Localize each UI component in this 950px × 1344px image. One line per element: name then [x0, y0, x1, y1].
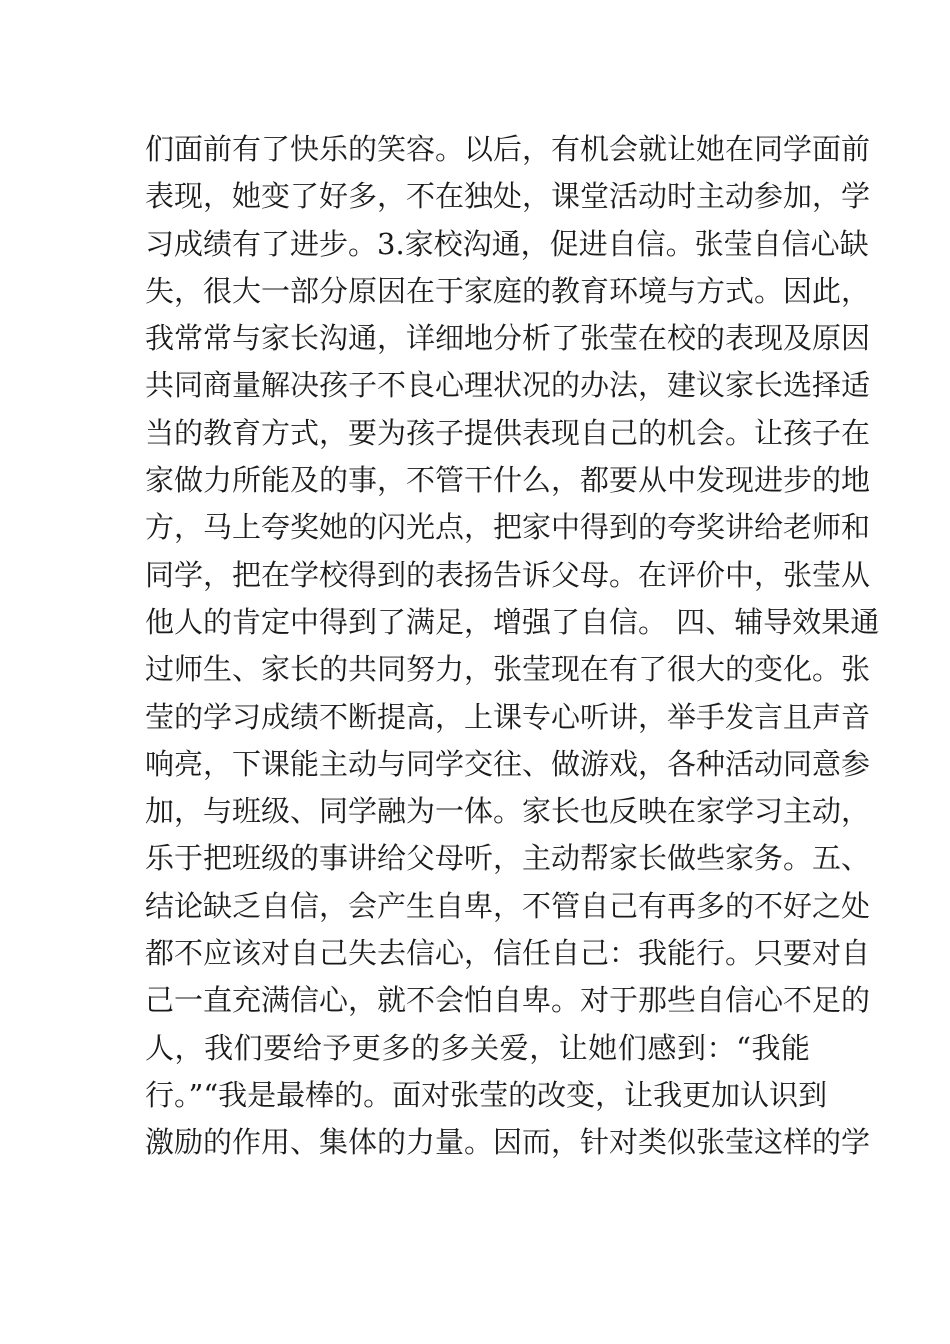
- text-line: 乐于把班级的事讲给父母听，主动帮家长做些家务。五、: [145, 841, 871, 876]
- text-line: 同学，把在学校得到的表扬告诉父母。在评价中，张莹从: [145, 557, 871, 592]
- text-line: 表现，她变了好多，不在独处，课堂活动时主动参加，学: [145, 179, 871, 214]
- text-line: 激励的作用、集体的力量。因而，针对类似张莹这样的学: [145, 1125, 871, 1160]
- text-line: 习成绩有了进步。3.家校沟通，促进自信。张莹自信心缺: [145, 226, 869, 261]
- text-line: 们面前有了快乐的笑容。以后，有机会就让她在同学面前: [145, 132, 871, 166]
- text-line: 当的教育方式，要为孩子提供表现自己的机会。让孩子在: [145, 415, 871, 450]
- text-line: 己一直充满信心，就不会怕自卑。对于那些自信心不足的: [145, 983, 871, 1018]
- text-line: 方，马上夸奖她的闪光点，把家中得到的夸奖讲给老师和: [145, 510, 871, 545]
- text-line: 加，与班级、同学融为一体。家长也反映在家学习主动，: [145, 794, 871, 829]
- text-line: 行。”“我是最棒的。面对张莹的改变，让我更加认识到: [145, 1077, 828, 1112]
- text-line: 家做力所能及的事，不管干什么，都要从中发现进步的地: [145, 463, 871, 498]
- text-line: 我常常与家长沟通，详细地分析了张莹在校的表现及原因: [145, 321, 871, 356]
- text-line: 失，很大一部分原因在于家庭的教育环境与方式。因此，: [145, 273, 871, 308]
- text-line: 共同商量解决孩子不良心理状况的办法，建议家长选择适: [145, 368, 871, 403]
- body-text: [145, 126, 880, 1167]
- text-line: 莹的学习成绩不断提高，上课专心听讲，举手发言且声音: [145, 699, 871, 734]
- text-line: 结论缺乏自信，会产生自卑，不管自己有再多的不好之处: [145, 888, 871, 923]
- text-line: 都不应该对自己失去信心，信任自己：我能行。只要对自: [145, 936, 871, 971]
- text-line: 他人的肯定中得到了满足，增强了自信。 四、辅导效果通: [145, 604, 880, 639]
- text-line: 人，我们要给予更多的多关爱，让她们感到：“我能: [145, 1030, 810, 1065]
- text-line: 响亮，下课能主动与同学交往、做游戏，各种活动同意参: [145, 746, 871, 781]
- text-line: 过师生、家长的共同努力，张莹现在有了很大的变化。张: [145, 652, 871, 687]
